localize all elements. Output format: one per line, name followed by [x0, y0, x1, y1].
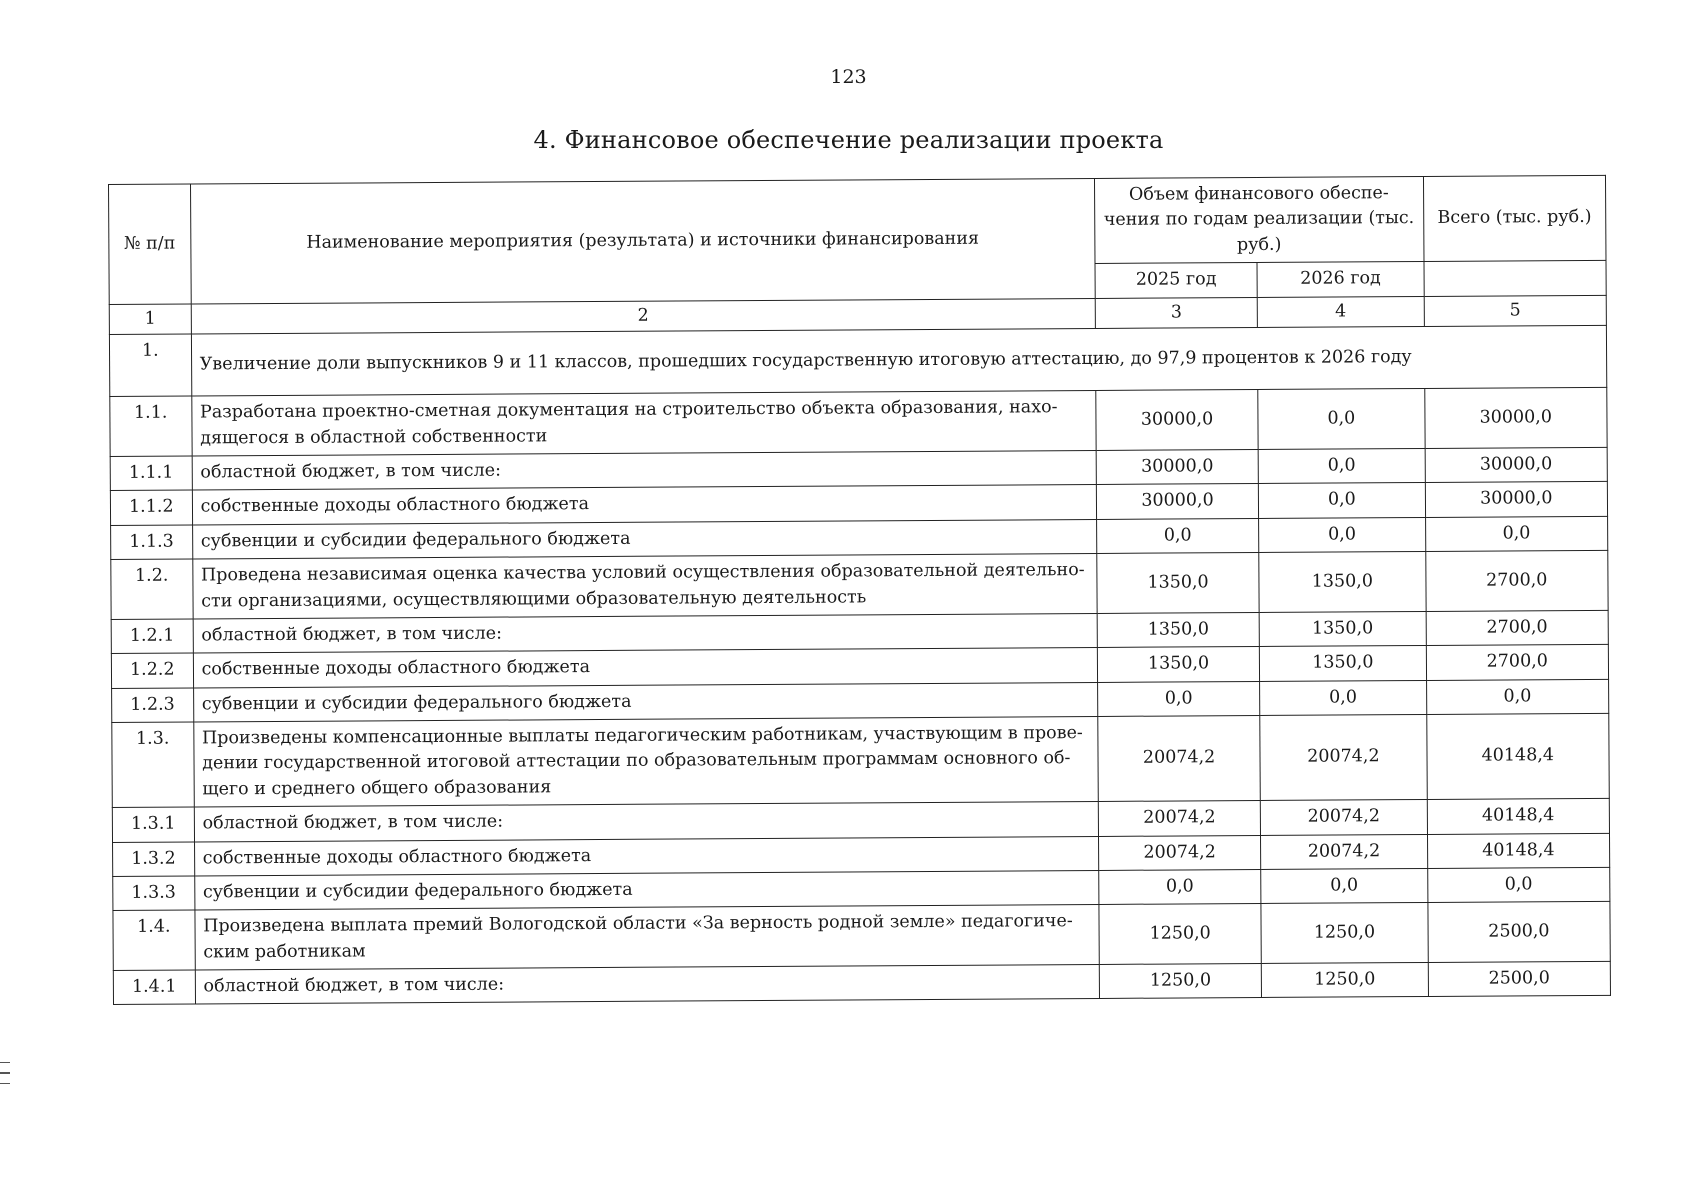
- row-num: 1.3.3: [113, 876, 195, 911]
- page-number: 123: [830, 66, 867, 88]
- row-value-2025: 1250,0: [1099, 904, 1262, 965]
- row-value-total: 2700,0: [1426, 610, 1609, 645]
- row-value-2025: 30000,0: [1096, 390, 1259, 451]
- row-value-total: 40148,4: [1427, 798, 1610, 833]
- index-cell: 2: [191, 298, 1096, 334]
- row-value-total: 30000,0: [1424, 388, 1607, 449]
- row-value-total: 0,0: [1425, 516, 1608, 551]
- row-name: собственные доходы областного бюджета: [193, 648, 1098, 688]
- row-value-2026: 0,0: [1259, 483, 1426, 518]
- row-name: областной бюджет, в том числе:: [192, 450, 1097, 490]
- row-value-2026: 1250,0: [1261, 962, 1428, 997]
- row-value-total: 40148,4: [1427, 833, 1610, 868]
- row-value-2026: 1350,0: [1259, 611, 1426, 646]
- row-name: Произведены компенсационные выплаты педагогическим работникам, участвующим в прове- дении государственной итоговой аттестации по образовательным программам основного об- щего и среднего общего образования: [193, 716, 1098, 807]
- row-value-2025: 0,0: [1097, 518, 1259, 553]
- row-value-total: 40148,4: [1426, 713, 1609, 799]
- row-value-total: 2500,0: [1428, 961, 1611, 996]
- row-value-2026: 0,0: [1258, 389, 1425, 450]
- row-value-2025: 1350,0: [1097, 553, 1260, 614]
- row-value-2025: 30000,0: [1096, 484, 1258, 519]
- row-num: 1.4.: [113, 910, 195, 970]
- row-value-2026: 0,0: [1258, 448, 1425, 483]
- row-value-2026: 1250,0: [1261, 903, 1428, 964]
- section-name: Увеличение доли выпускников 9 и 11 классов, прошедших государственную итоговую аттестацию, до 97,9 процентов к 2026 году: [191, 325, 1607, 396]
- row-value-2025: 1350,0: [1097, 612, 1259, 647]
- table-row: [112, 713, 1609, 807]
- header-year-2025: 2025 год: [1095, 263, 1257, 298]
- header-row-1: [109, 175, 1606, 269]
- row-value-total: 30000,0: [1425, 482, 1608, 517]
- row-num: 1.2.2: [111, 653, 193, 688]
- index-cell: 1: [109, 303, 191, 334]
- row-num: 1.1.2: [110, 490, 192, 525]
- row-name: областной бюджет, в том числе:: [195, 964, 1100, 1004]
- row-value-2025: 0,0: [1098, 681, 1260, 716]
- row-value-2025: 30000,0: [1096, 449, 1258, 484]
- section-row: [109, 325, 1606, 397]
- row-value-2025: 1350,0: [1097, 647, 1259, 682]
- finance-table-wrap: [108, 175, 1611, 1006]
- row-value-2026: 20074,2: [1260, 714, 1427, 800]
- row-name: субвенции и субсидии федерального бюджета: [193, 682, 1098, 722]
- row-num: 1.3.2: [113, 841, 195, 876]
- row-value-total: 30000,0: [1425, 447, 1608, 482]
- row-value-2026: 20074,2: [1261, 834, 1428, 869]
- row-num: 1.4.1: [113, 970, 195, 1005]
- row-value-2026: 20074,2: [1260, 800, 1427, 835]
- row-value-2026: 1350,0: [1260, 646, 1427, 681]
- row-value-2025: 20074,2: [1098, 801, 1260, 836]
- row-value-total: 2700,0: [1425, 550, 1608, 611]
- row-value-2026: 0,0: [1260, 680, 1427, 715]
- row-value-2025: 20074,2: [1098, 715, 1261, 801]
- section-title: 4. Финансовое обеспечение реализации проекта: [533, 126, 1164, 154]
- row-num: 1.2.3: [112, 688, 194, 723]
- row-value-2026: 0,0: [1259, 517, 1426, 552]
- row-num: 1.2.: [111, 559, 193, 619]
- row-name: Проведена независимая оценка качества условий осуществления образовательной деятельно- сти организациями, осуществляющими образовательную деятельность: [192, 554, 1097, 619]
- row-value-total: 2500,0: [1428, 902, 1611, 963]
- index-cell: 5: [1424, 295, 1607, 326]
- row-name: областной бюджет, в том числе:: [193, 613, 1098, 653]
- row-value-total: 0,0: [1427, 867, 1610, 902]
- finance-table: [108, 175, 1611, 1006]
- table-row: [113, 902, 1610, 971]
- row-name: субвенции и субсидии федерального бюджета: [194, 870, 1099, 910]
- row-name: Произведена выплата премий Вологодской области «За верность родной земле» педагогиче- ским работникам: [195, 905, 1100, 970]
- header-volume: Объем финансового обеспе- чения по годам реализации (тыс. руб.): [1094, 176, 1423, 263]
- index-cell: 3: [1095, 297, 1257, 328]
- header-total: Всего (тыс. руб.): [1423, 175, 1606, 261]
- header-name: Наименование мероприятия (результата) и источники финансирования: [190, 178, 1095, 303]
- header-year-2026: 2026 год: [1257, 262, 1424, 297]
- table-row: [111, 550, 1608, 619]
- row-value-total: 2700,0: [1426, 645, 1609, 680]
- row-value-2025: 1250,0: [1099, 963, 1261, 998]
- table-row: [110, 388, 1607, 457]
- row-num: 1.2.1: [111, 619, 193, 654]
- row-num: 1.1.: [110, 396, 192, 456]
- binding-margin-mark: [0, 1062, 10, 1093]
- row-value-2025: 20074,2: [1098, 835, 1260, 870]
- row-num: 1.1.1: [110, 456, 192, 491]
- row-value-2026: 1350,0: [1259, 552, 1426, 613]
- row-value-2025: 0,0: [1099, 869, 1261, 904]
- index-cell: 4: [1257, 296, 1424, 327]
- row-num: 1.3.: [112, 722, 194, 808]
- row-value-total: 0,0: [1426, 679, 1609, 714]
- row-value-2026: 0,0: [1261, 868, 1428, 903]
- row-name: собственные доходы областного бюджета: [194, 836, 1099, 876]
- row-name: субвенции и субсидии федерального бюджета: [192, 519, 1097, 559]
- row-num: 1.1.3: [111, 525, 193, 560]
- row-name: Разработана проектно-сметная документация на строительство объекта образования, нахо- дящегося в областной собственности: [191, 391, 1096, 456]
- header-empty: [1424, 260, 1607, 295]
- row-name: собственные доходы областного бюджета: [192, 485, 1097, 525]
- row-num: 1.: [109, 334, 191, 397]
- header-num: № п/п: [109, 184, 191, 304]
- row-name: областной бюджет, в том числе:: [194, 802, 1099, 842]
- row-num: 1.3.1: [112, 807, 194, 842]
